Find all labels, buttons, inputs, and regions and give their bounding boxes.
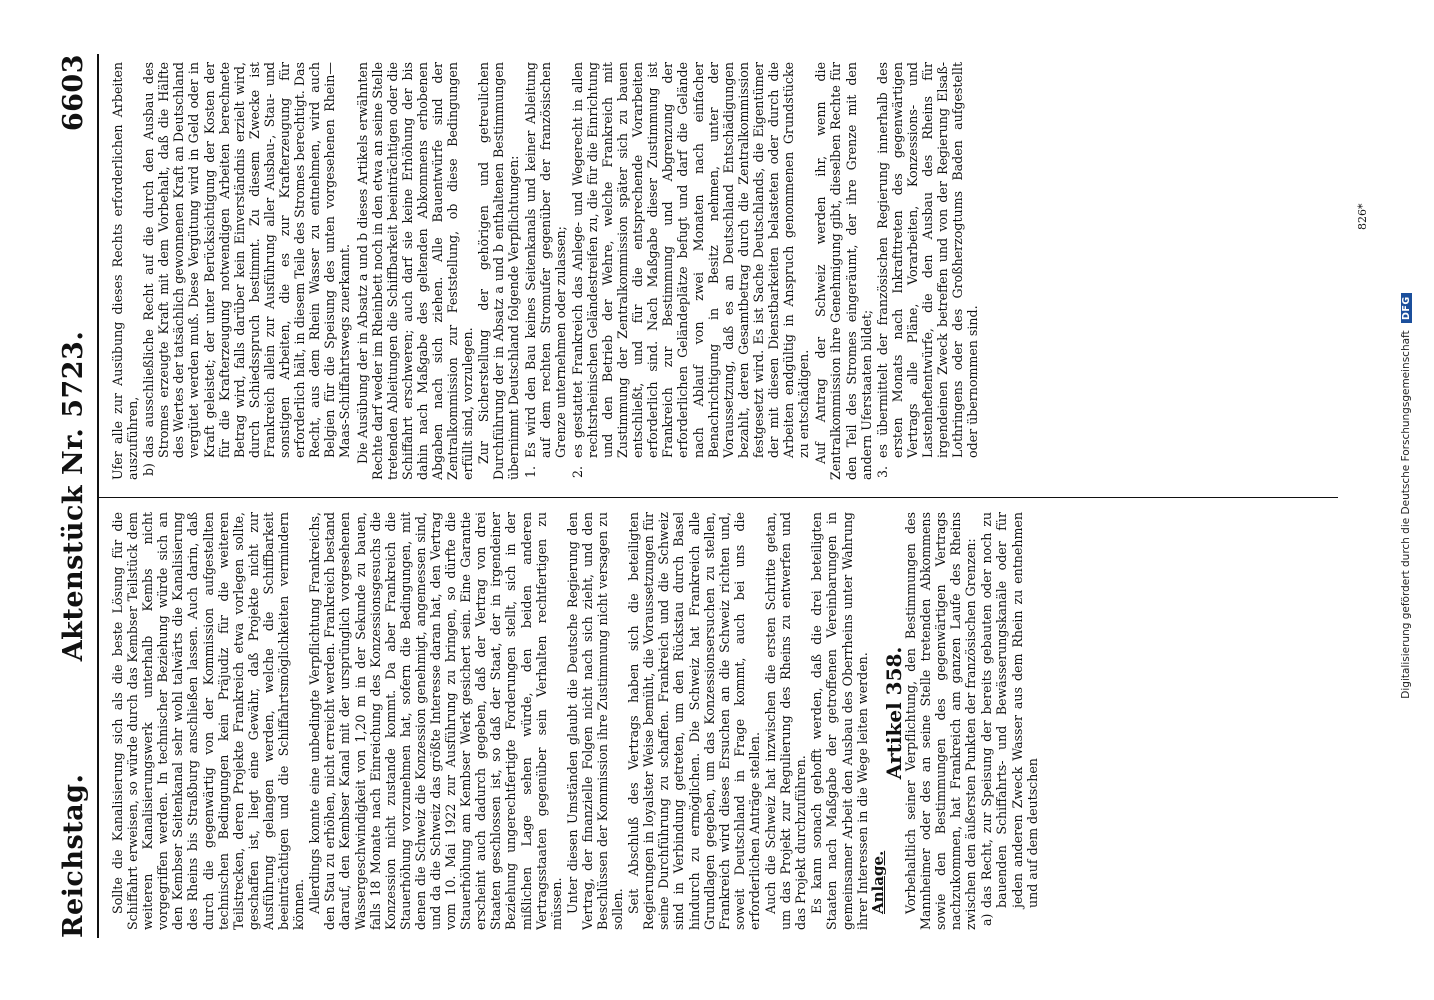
- paragraph: Auf Antrag der Schweiz werden ihr, wenn die Zentralkommission ihre Genehmigung gibt, dieselben Rechte für den Teil des Stromes eingeräumt, der ihre Grenze mit den andern Uferstaaten bildet;: [813, 62, 874, 480]
- article-heading: Artikel 358.: [881, 646, 906, 780]
- left-column: [110, 512, 1330, 930]
- header-left: Reichstag.: [58, 773, 89, 938]
- paragraph: Unter diesen Umständen glaubt die Deutsche Regierung den Vertrag, der finanzielle Folgen nicht nach sich zieht, und den Beschlüssen der Kommission ihre Zustimmung nicht versagen zu sollen.: [564, 512, 626, 930]
- list-item-text: das ausschließliche Recht auf die durch den Ausbau des Stromes erzeugte Kraft mit dem Vorbehalt, daß die Hälfte des Wertes der tatsächlich gewonnenen Kraft an Deutschland vergütet werden muß. Diese Vergütung wird in Geld oder in Kraft geleistet; der unter Berücksichtigung der Kosten der für die Krafterzeugung notwendigen Arbeiten berechnete Betrag wird, falls darüber kein Einverständnis erzielt wird, durch Schiedsspruch bestimmt. Zu diesem Zwecke ist Frankreich allein zur Ausführung aller Ausbau-, Stau- und sonstigen Arbeiten, die es zur Krafterzeugung für erforderlich hält, in diesem Teile des Stromes berechtigt. Das Recht, aus dem Rhein Wasser zu entnehmen, wird auch Belgien für die Speisung des unten vorgesehenen Rhein—Maas-Schiffahrtswegs zuerkannt.: [141, 62, 353, 458]
- anlage-heading: Anlage.: [868, 850, 887, 914]
- list-item-a: [979, 512, 1039, 930]
- column-divider: [98, 497, 1338, 498]
- paragraph: Seit Abschluß des Vertrags haben sich die beteiligten Regierungen in loyalster Weise bemüht, die Voraussetzungen für seine Durchführung zu schaffen. Frankreich und die Schweiz sind in Verbindung getreten, um den Rückstau durch Basel hindurch zu ermöglichen. Die Schweiz hat Frankreich alle Grundlagen gegeben, um das Konzessionsersuchen zu stellen, Frankreich wird dieses Ersuchen an die Schweiz richten und, soweit Deutschland in Frage kommt, auch bei uns die erforderlichen Anträge stellen.: [626, 512, 762, 930]
- list-marker: 3.: [874, 465, 890, 478]
- credit-text: Digitalisierung gefördert durch die Deutsche Forschungsgemeinschaft: [1400, 330, 1412, 699]
- page-number: 6603: [58, 54, 89, 132]
- list-marker: a): [979, 913, 995, 926]
- paragraph: Es kann sonach gehofft werden, daß die drei beteiligten Staaten nach Maßgabe der getroffenen Vereinbarungen in gemeinsamer Arbeit den Ausbau des Oberrheins unter Wahrung ihrer Interessen in die Wege leiten werden.: [809, 512, 870, 930]
- paragraph: Vorbehaltlich seiner Verpflichtung, den Bestimmungen des Mannheimer oder des an seine Stelle tretenden Abkommens sowie den Bestimmungen des gegenwärtigen Vertrags nachzukommen, hat Frankreich am ganzen Laufe des Rheins zwischen den äußersten Punkten der französischen Grenzen:: [902, 512, 979, 930]
- header-rule: [97, 54, 99, 938]
- paragraph: Allerdings konnte eine unbedingte Verpflichtung Frankreichs, den Stau zu erhöhen, nicht erreicht werden. Frankreich bestand darauf, den Kembser Kanal mit der ursprünglich vorgesehenen Wassergeschwindigkeit von 1,20 m in der Sekunde zu bauen, falls 18 Monate nach Einreichung des Konzessionsgesuchs die Konzession nicht zustande kommt. Da aber Frankreich die Stauerhöhung vorzunehmen hat, sofern die Bedingungen, mit denen die Schweiz die Konzession genehmigt, angemessen sind, und da die Schweiz das größte Interesse daran hat, den Vertrag vom 10. Mai 1922 zur Ausführung zu bringen, so dürfte die Stauerhöhung am Kembser Werk gesichert sein. Eine Garantie erscheint auch dadurch gegeben, daß der Vertrag von drei Staaten geschlossen ist, so daß der Staat, der in irgendeiner Beziehung ungerechtfertigte Forderungen stellt, sich in der mißlichen Lage sehen würde, den beiden anderen Vertragsstaaten gegenüber sein Verhalten rechtfertigen zu müssen.: [307, 512, 564, 930]
- running-header: [58, 54, 98, 938]
- list-marker: 1.: [522, 465, 538, 478]
- right-column: [110, 62, 1330, 480]
- list-item-text: das Recht, zur Speisung der bereits gebauten oder noch zu bauenden Schiffahrts- und Bewässerungskanäle oder für jeden anderen Zweck Wasser aus dem Rhein zu entnehmen und auf dem deutschen: [979, 512, 1040, 908]
- paragraph: Die Ausübung der in Absatz a und b dieses Artikels erwähnten Rechte darf weder im Rheinbett noch in den etwa an seine Stelle tretenden Ableitungen die Schiffbarkeit beeinträchtigen oder die Schiffahrt erschweren; auch darf sie keine Erhöhung der bis dahin nach Maßgabe des geltenden Abkommens erhobenen Abgaben nach sich ziehen. Alle Bauentwürfe sind der Zentralkommission zur Feststellung, ob diese Bedingungen erfüllt sind, vorzulegen.: [354, 62, 476, 480]
- list-item-1: [523, 62, 568, 480]
- list-item-b: [141, 62, 352, 480]
- list-marker: b): [141, 463, 157, 476]
- list-item-text: es gestattet Frankreich das Anlege- und Wegerecht in allen rechtsrheinischen Geländestreifen zu, die für die Einrichtung und den Betrieb der Wehre, welche Frankreich mit Zustimmung der Zentralkommission später sich zu bauen entschließt, und für die entsprechende Vorarbeiten erforderlich sind. Nach Maßgabe dieser Zustimmung ist Frankreich zur Bestimmung und Abgrenzung der erforderlichen Geländeplätze befugt und darf die Gelände nach Ablauf von zwei Monaten nach einfacher Benachrichtigung in Besitz nehmen, unter der Voraussetzung, daß es an Deutschland Entschädigungen bezahlt, deren Gesamtbetrag durch die Zentralkommission festgesetzt wird. Es ist Sache Deutschlands, die Eigentümer der mit diesen Dienstbarkeiten belasteten oder durch die Arbeiten endgültig in Anspruch genommenen Grundstücke zu entschädigen.: [569, 62, 812, 458]
- list-item-text: Es wird den Bau keines Seitenkanals und keiner Ableitung auf dem rechten Stromufer gegenüber der französischen Grenze unternehmen oder zulassen;: [522, 62, 568, 458]
- signature-mark: 826*: [1356, 203, 1369, 230]
- paragraph: Zur Sicherstellung der gehörigen und getreulichen Durchführung der in Absatz a und b enthaltenen Bestimmungen übernimmt Deutschland folgende Verpflichtungen:: [476, 62, 522, 480]
- paragraph: Ufer alle zur Ausübung dieses Rechts erforderlichen Arbeiten auszuführen,: [110, 62, 141, 480]
- list-marker: 2.: [569, 465, 585, 478]
- list-item-3: [875, 62, 981, 480]
- list-item-2: [570, 62, 812, 480]
- paragraph: Sollte die Kanalisierung sich als die beste Lösung für die Schiffahrt erweisen, so würde durch das Kembser Teilstück dem weiteren Kanalisierungswerk unterhalb Kembs nicht vorgegriffen werden. In technischer Beziehung würde sich an den Kembser Seitenkanal sehr wohl talwärts die Kanalisierung des Rheins bis Straßburg anschließen lassen. Auch darin, daß durch die gegenwärtig von der Kommission aufgestellten technischen Bedingungen kein Präjudiz für die weiteren Teilstrecken, deren Projekte Frankreich etwa vorlegen sollte, geschaffen ist, liegt eine Gewähr, daß Projekte nicht zur Ausführung gelangen werden, welche die Schiffbarkeit beeinträchtigen und die Schiffahrtsmöglichkeiten vermindern können.: [110, 512, 307, 930]
- header-document-number: Aktenstück Nr. 5723.: [58, 330, 89, 662]
- list-item-text: es übermittelt der französischen Regierung innerhalb des ersten Monats nach Inkrafttreten des gegenwärtigen Vertrags alle Pläne, Vorarbeiten, Konzessions- und Lastenheftentwürfe, die den Ausbau des Rheins für irgendeinen Zweck betreffen und von der Regierung Elsaß-Lothringens oder des Großherzogtums Baden aufgestellt oder übernommen sind.: [874, 62, 981, 458]
- paragraph: Auch die Schweiz hat inzwischen die ersten Schritte getan, um das Projekt zur Regulierung des Rheins zu entwerfen und das Projekt durchzuführen.: [763, 512, 809, 930]
- dfg-logo: DFG: [1401, 293, 1412, 323]
- digitization-credit: [1400, 16, 1422, 976]
